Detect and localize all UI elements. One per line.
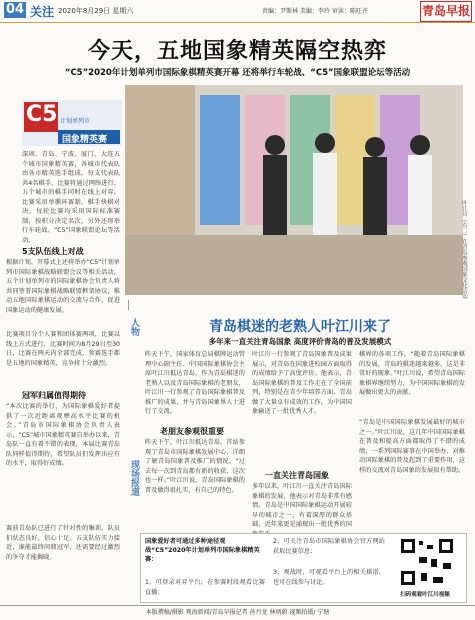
badge-c5-text: C5 (26, 102, 58, 127)
feature-col2-paragraph-1: 叶江川一行参观了青岛国象普及成果展示，对青岛在国象进校园方面取得的成绩给予了高度评价。他表示，青岛国际象棋的普及工作走在了全国前列，特别是在青少年培养方面，青岛做了大量卓有成效的工作，为中国国象输送了一批优秀人才。 (252, 351, 352, 415)
editor-credits: 责编：尹斯林 美编：李玲 审读：陈旺齐 (262, 8, 368, 15)
issue-date: 2020年8月29日 星期六 (58, 7, 134, 15)
qr-code-icon (399, 537, 455, 587)
photo-caption: 叶江川（右二）在青岛参观国象文化活动 (461, 200, 467, 299)
feature-col3-paragraph-1: 棋界的各项工作。“随着青岛国际象棋的发展，青岛的棋迷越来越多，这是非常好的现象。”叶江川说，希望青岛国际象棋界继续努力，为中国国际象棋的发展做出更大的贡献。 (359, 351, 465, 396)
tag-people: 人物 (129, 318, 139, 336)
feature-col2-heading: 一直关注青岛国象 (265, 471, 329, 480)
feature-col1-paragraph-1: 昨天下午，国家体育总局棋牌运动管理中心副主任、中国国际象棋协会主席叶江川抵达青岛，作为青岛棋迷的老熟人以及青岛国际象棋的老朋友，叶江川一行参观了青岛国际象棋普及推广的成果，并与青岛国象界人士进行了交流。 (145, 351, 245, 415)
left-intro-paragraph: 深圳、青岛、宁波、厦门、大连五个城市国象精英赛，各城市代表队由各市精英选手组成，每支代表队共4名棋手，比赛将通过网络进行，五个城市的棋手同时在线上对弈。比赛采用单循环赛制，棋手快棋对决，每轮比赛均采用国际标准赛制，按积分决定名次。另外还将举行车轮战、“C5”国象联盟论坛等活动。 (22, 151, 120, 244)
info-item-2: 2、可关注青岛市国际象棋协会官方网站获取比赛信息； (273, 538, 385, 555)
info-item-3: 3、观战时，可观看平台上的相关棋谱，也可在线参与讨论。 (273, 569, 385, 586)
left-paragraph-4: “本次比赛的举行，为国际象棋爱好者提供了一次近距离观摩高水平比赛的机会。”青岛市国际象棋协会负责人表示，“C5”城市国象精英赛自举办以来，青岛队一直有着不错的表现，本届比赛青岛队同样值得期待，希望队员们发挥出应有的水平，取得好成绩。 (6, 403, 120, 467)
section-name: 关注 (30, 5, 55, 19)
tag-onsite-report: 现场报道 (129, 460, 139, 496)
page-footer-credits: 本版撰稿/摄影 观海新闻/青岛早报记者 孙丹龙 林炳蔚 视频拍摄/ 宁瑭 (0, 605, 475, 620)
feature-col1-paragraph-2: 昨天下午，叶江川抵达青岛，首站参观了青岛市国际象棋发展中心，详细了解青岛国象普及推广的情况。“过去每一次到青岛都有新的收获，这次也一样。”叶江川说，青岛国际象棋的普及做得很扎实，有自己的特色。 (145, 439, 245, 494)
page-number: 04 (5, 2, 25, 17)
left-heading-1: 5支队伍线上对战 (22, 247, 84, 256)
newspaper-logo: 青岛早报 (420, 1, 472, 22)
info-item-1: 1、可登录对弈平台，在参赛时段观看比赛直播； (145, 579, 265, 596)
event-badge (22, 100, 122, 146)
info-box-title: 国象爱好者可通过多种途径观战“C5”2020年计划单列市国际象棋精英赛： (145, 538, 260, 563)
viewing-info-box (140, 533, 467, 603)
qr-code[interactable] (399, 537, 455, 587)
left-paragraph-2: 根据计划，开幕式上还将举办“C5”计划单列市国际象棋战略联盟会议等相关活动，五个计划单列市的国际象棋协会负责人将共同签署国际象棋战略联盟框架协议，推动五地国际象棋运动的交流与合作，促进国象运动的健康发展。 (6, 259, 120, 314)
main-headline: 今天，五地国象精英隔空热弈 (87, 39, 387, 64)
news-photo (125, 85, 463, 295)
left-paragraph-3: 比赛项目分个人赛和团体赛两项，比赛以线上方式进行，比赛时间为8月29日至30日，比赛在两天内全部完成，参赛选手都是五地的国象精英，竞争将十分激烈。 (6, 331, 120, 367)
feature-headline: 青岛棋迷的老熟人叶江川来了 (209, 319, 391, 335)
main-subheadline: “C5”2020年计划单列市国际象棋精英赛开幕 还将举行车轮战、“C5”国象联盟论坛等活动 (64, 68, 411, 78)
left-heading-2: 冠军归属值得期待 (22, 391, 86, 400)
feature-subheadline: 多年来一直关注青岛国象 高度评价青岛的普及发展模式 (208, 337, 392, 346)
left-paragraph-5: 赛前青岛队已进行了针对性的集训，队员们状态良好，信心十足。五支队伍实力接近，谁能最终问鼎冠军，还需要经过激烈的争夺才能揭晓。 (6, 525, 120, 561)
badge-title-text: 国象精英赛 (62, 135, 108, 145)
feature-col2-paragraph-2: 多年以来，叶江川一直关注青岛国际象棋的发展，他表示对青岛非常有感情。青岛是中国国际象棋运动开展较早的城市之一，有着深厚的群众基础，近年来更是涌现出一批优秀的国 (252, 483, 352, 528)
photo-illustration (125, 85, 463, 295)
side-divider (128, 300, 129, 310)
badge-small-text: 计划单列市 (60, 118, 91, 125)
feature-col1-heading: 老朋友参观很重要 (160, 427, 224, 436)
feature-col3-paragraph-2: “青岛是中国国际象棋发展最好的城市之一。”叶江川说，这几年中国国际象棋在普及和提高方面都取得了不错的成绩，一系列国际赛事在中国举办，对推动国际象棋的普及起到了重要作用，这样的交流对青岛国象的发展很有帮助。 (359, 419, 465, 474)
qr-caption: 扫码观看叶江川视频 (400, 592, 450, 598)
